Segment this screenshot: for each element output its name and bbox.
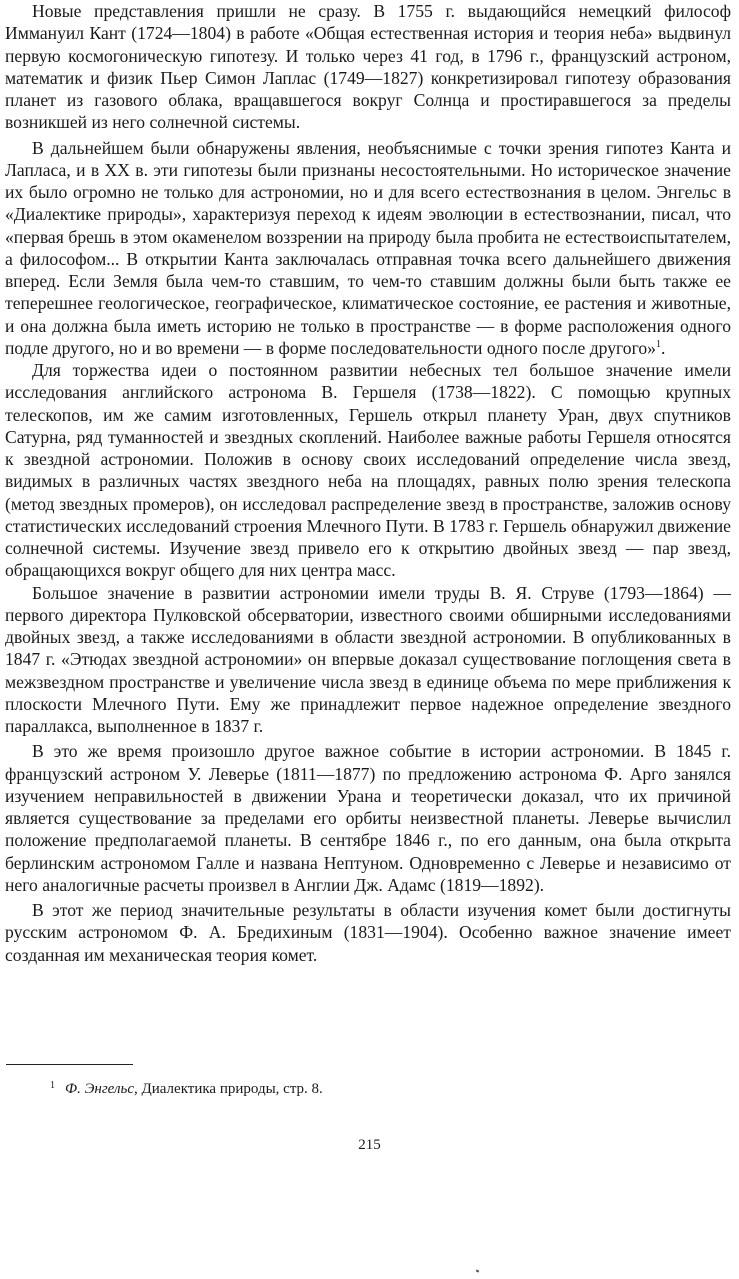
paragraph-struve (5, 582, 731, 738)
footnote-reference: 1 (655, 338, 661, 350)
paragraph-leverrier (5, 740, 731, 896)
page-body (5, 0, 731, 966)
paragraph-text: Большое значение в развитии астрономии имели труды В. Я. Струве (1793—1864) — первого директора Пулковской обсерватории, известного своими обширными исследованиями двойных звезд, а также исследованиями в области звездной астрономии. В опубликованных в 1847 г. «Этюдах звездной астрономии» он впервые доказал существование поглощения света в межзвездном пространстве и увеличение числа звезд в единице объема по мере приближения к плоскости Млечного Пути. Ему же принадлежит первое надежное определение звездного параллакса, выполненное в 1837 г. (5, 582, 731, 736)
paragraph-herschel (5, 359, 731, 582)
footnote-divider (6, 1064, 133, 1065)
paragraph-text: В этот же период значительные результаты в области изучения комет были достигнуты русским астрономом Ф. А. Бредихиным (1831—1904). Особенно важное значение имеет созданная им механическая теория комет. (5, 900, 731, 965)
paragraph-bredikhin (5, 899, 731, 966)
footnote-author: Ф. Энгельс, (65, 1081, 138, 1097)
print-speck (476, 1269, 480, 1272)
paragraph-text: Новые представления пришли не сразу. В 1755 г. выдающийся немецкий философ Иммануил Кант (1724—1804) в работе «Общая естественная история и теория неба» выдвинул первую космогоническую гипотезу. И только через 41 год, в 1796 г., французский астроном, математик и физик Пьер Симон Лаплас (1749—1827) конкретизировал гипотезу образования планет из газового облака, вращавшегося вокруг Солнца и простиравшегося за пределы возникшей из него солнечной системы. (5, 1, 731, 133)
footnote-mark: 1 (50, 1080, 55, 1091)
footnote-source: Диалектика природы, стр. 8. (141, 1081, 323, 1097)
footnote (50, 1077, 323, 1098)
paragraph-kant-laplace (5, 0, 731, 134)
page-number: 215 (358, 1137, 381, 1153)
paragraph-text: Для торжества идеи о постоянном развитии небесных тел большое значение имели исследования английского астронома В. Гершеля (1738—1822). С помощью крупных телескопов, им же самим изготовленных, Гершель открыл планету Уран, двух спутников Сатурна, ряд туманностей и звездных скоплений. Наиболее важные работы Гершеля относятся к звездной астрономии. Положив в основу своих исследований определение числа звезд, видимых в различных частях звездного неба на площадях, равных полю зрения телескопа (метод звездных промеров), он исследовал распределение звезд в пространстве, заложив основу статистических исследований строения Млечного Пути. В 1783 г. Гершель обнаружил движение солнечной системы. Изучение звезд привело его к открытию двойных звезд — пар звезд, обращающихся вокруг общего для них центра масс. (5, 360, 731, 581)
paragraph-text: В дальнейшем были обнаружены явления, необъяснимые с точки зрения гипотез Канта и Лапласа, и в XX в. эти гипотезы были признаны несостоятельными. Но историческое значение их было огромно не только для астрономии, но и для всего естествознания в целом. Энгельс в «Диалектике природы», характеризуя переход к идеям эволюции в естествознании, писал, что «первая брешь в этом окаменелом воззрении на природу была пробита не естествоиспытателем, а философом... В открытии Канта заключалась отправная точка всего дальнейшего движения вперед. Если Земля была чем-то ставшим, то чем-то ставшим должны были быть также ее теперешнее геологическое, географическое, климатическое состояние, ее растения и животные, и она должна была иметь историю не только в пространстве — в форме расположения одного подле другого, но и во времени — в форме последовательности одного после другого» (5, 137, 731, 358)
paragraph-text: В это же время произошло другое важное событие в истории астрономии. В 1845 г. французский астроном У. Леверье (1811—1877) по предложению астронома Ф. Арго занялся изучением неправильностей в движении Урана и теоретически доказал, что их причиной является существование за пределами его орбиты неизвестной планеты. Леверье вычислил положение предполагаемой планеты. В сентябре 1846 г., по его данным, она была открыта берлинским астрономом Галле и названа Нептуном. Одновременно с Леверье и независимо от него аналогичные расчеты произвел в Англии Дж. Адамс (1819—1892). (5, 741, 731, 895)
paragraph-engels-quote: В дальнейшем были обнаружены явления, необъяснимые с точки зрения гипотез Канта и Лапласа, и в XX в. эти гипотезы были признаны несостоятельными. Но историческое значение их было огромно не только для астрономии, но и для всего естествознания в целом. Энгельс в «Диалектике природы», характеризуя переход к идеям эволюции в естествознании, писал, что «первая брешь в этом окаменелом воззрении на природу была пробита не естествоиспытателем, а философом... В открытии Канта заключалась отправная точка всего дальнейшего движения вперед. Если Земля была чем-то ставшим, то чем-то ставшим должны были быть также ее теперешнее геологическое, географическое, климатическое состояние, ее растения и животные, и она должна была иметь историю не только в пространстве — в форме расположения одного подле другого, но и во времени — в форме последовательности одного после другого»$^1$. (5, 137, 731, 358)
